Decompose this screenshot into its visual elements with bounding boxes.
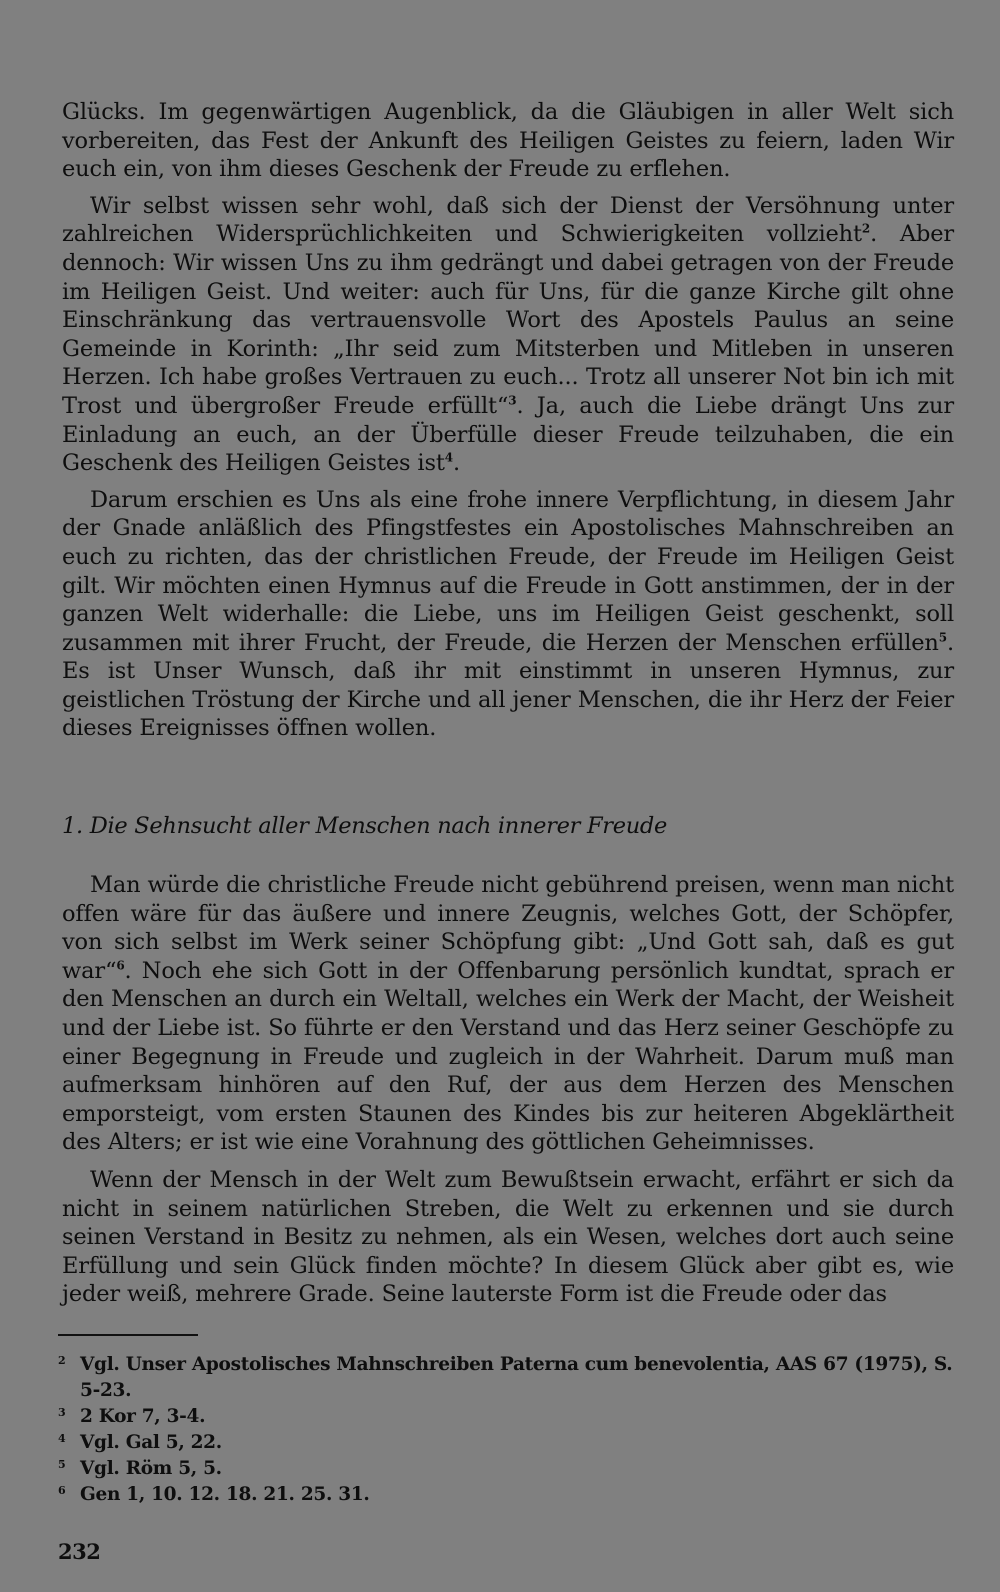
footnote-number: 2 [58, 1354, 66, 1367]
footnote-number: 6 [58, 1484, 66, 1497]
footnote-text: Vgl. Gal 5, 22. [80, 1432, 222, 1453]
footnote [58, 1482, 958, 1508]
paragraph-text: Wir selbst wissen sehr wohl, daß sich der Dienst der Versöhnung unter zahlreichen Widersprüchlichkeiten und Schwierigkeiten vollzieht [62, 192, 954, 248]
footnote-text: Gen 1, 10. 12. 18. 21. 25. 31. [80, 1484, 370, 1505]
footnote-text: 2 Kor 7, 3-4. [80, 1406, 206, 1427]
paragraph-awareness: Wenn der Mensch in der Welt zum Bewußtsein erwacht, erfährt er sich da nicht in seinem natürlichen Streben, die Welt zu erkennen und sie durch seinen Verstand in Besitz zu nehmen, als ein Wesen, welches dort auch seine Erfüllung und sein Glück finden möchte? In diesem Glück aber gibt es, wie jeder weiß, mehrere Grade. Seine lauterste Form ist die Freude oder das [62, 1166, 954, 1308]
footnote [58, 1404, 958, 1430]
paragraph-creation [62, 871, 954, 1157]
footnote-ref: 4 [444, 450, 453, 465]
section-heading: 1. Die Sehnsucht aller Menschen nach innerer Freude [62, 813, 668, 839]
paragraph-text: . Noch ehe sich Gott in der Offenbarung persönlich kundtat, sprach er den Menschen an durch ein Weltall, welches ein Werk der Macht, der Weisheit und der Liebe ist. So führte er den Verstand und das Herz seiner Geschöpfe zu einer Begegnung in Freude und zugleich in der Wahrheit. Darum muß man aufmerksam hinhören auf den Ruf, der aus dem Herzen des Menschen emporsteigt, vom ersten Staunen des Kindes bis zur heiteren Abgeklärtheit des Alters; er ist wie eine Vorahnung des göttlichen Geheimnisses. [62, 957, 954, 1156]
paragraph-text: . Aber dennoch: Wir wissen Uns zu ihm gedrängt und dabei getragen von der Freude im Heiligen Geist. Und weiter: auch für Uns, für die ganze Kirche gilt ohne Einschränkung das vertrauensvolle Wort des Apostels Paulus an seine Gemeinde in Korinth: „Ihr seid zum Mitsterben und Mitleben in unseren Herzen. Ich habe großes Vertrauen zu euch... Trotz all unserer Not bin ich mit Trost und übergroßer Freude erfüllt“ [62, 221, 954, 419]
footnote [58, 1456, 958, 1482]
paragraph-continuation: Glücks. Im gegenwärtigen Augenblick, da die Gläubigen in aller Welt sich vorbereiten, das Fest der Ankunft des Heiligen Geistes zu feiern, laden Wir euch ein, von ihm dieses Geschenk der Freude zu erflehen. [62, 99, 954, 183]
paragraph-text: . Es ist Unser Wunsch, daß ihr mit einstimmt in unseren Hymnus, zur geistlichen Tröstung der Kirche und all jener Menschen, die ihr Herz der Feier dieses Ereignisses öffnen wollen. [62, 629, 954, 742]
footnote-ref: 6 [116, 958, 125, 973]
footnote [58, 1352, 958, 1404]
paragraph-text: Darum erschien es Uns als eine frohe innere Verpflichtung, in diesem Jahr der Gnade anläßlich des Pfingstfestes ein Apostolisches Mahnschreiben an euch zu richten, das der christlichen Freude, der Freude im Heiligen Geist gilt. Wir möchten einen Hymnus auf die Freude in Gott anstimmen, der in der ganzen Welt widerhalle: die Liebe, uns im Heiligen Geist geschenkt, soll zusammen mit ihrer Frucht, der Freude, die Herzen der Menschen erfüllen [62, 486, 954, 656]
footnote-divider [58, 1334, 198, 1336]
paragraph-reconciliation [62, 192, 954, 478]
footnote-ref: 2 [861, 221, 871, 236]
paragraph-text: Man würde die christliche Freude nicht gebührend preisen, wenn man nicht offen wäre für das äußere und innere Zeugnis, welches Gott, der Schöpfer, von sich selbst im Werk seiner Schöpfung gibt: „Und Gott sah, daß es gut war“ [62, 872, 954, 984]
paragraph-hymn [62, 486, 954, 743]
footnotes [58, 1352, 958, 1508]
footnote-number: 5 [58, 1458, 66, 1471]
footnote-text: Vgl. Röm 5, 5. [80, 1458, 222, 1479]
body-text [62, 98, 954, 743]
section-body [62, 871, 954, 1309]
paragraph-text: . Ja, auch die Liebe drängt Uns zur Einladung an euch, an der Überfülle dieser Freude teilzuhaben, die ein Geschenk des Heiligen Geistes ist [62, 392, 954, 477]
footnote-text: Vgl. Unser Apostolisches Mahnschreiben Paterna cum benevolentia, AAS 67 (1975), S. 5-23. [80, 1354, 953, 1401]
paragraph-text: . [452, 450, 460, 477]
footnote-ref: 3 [508, 393, 517, 408]
footnote-ref: 5 [938, 630, 947, 645]
page-number: 232 [58, 1539, 101, 1564]
footnote [58, 1430, 958, 1456]
footnote-number: 4 [58, 1432, 66, 1445]
footnote-number: 3 [58, 1406, 66, 1419]
